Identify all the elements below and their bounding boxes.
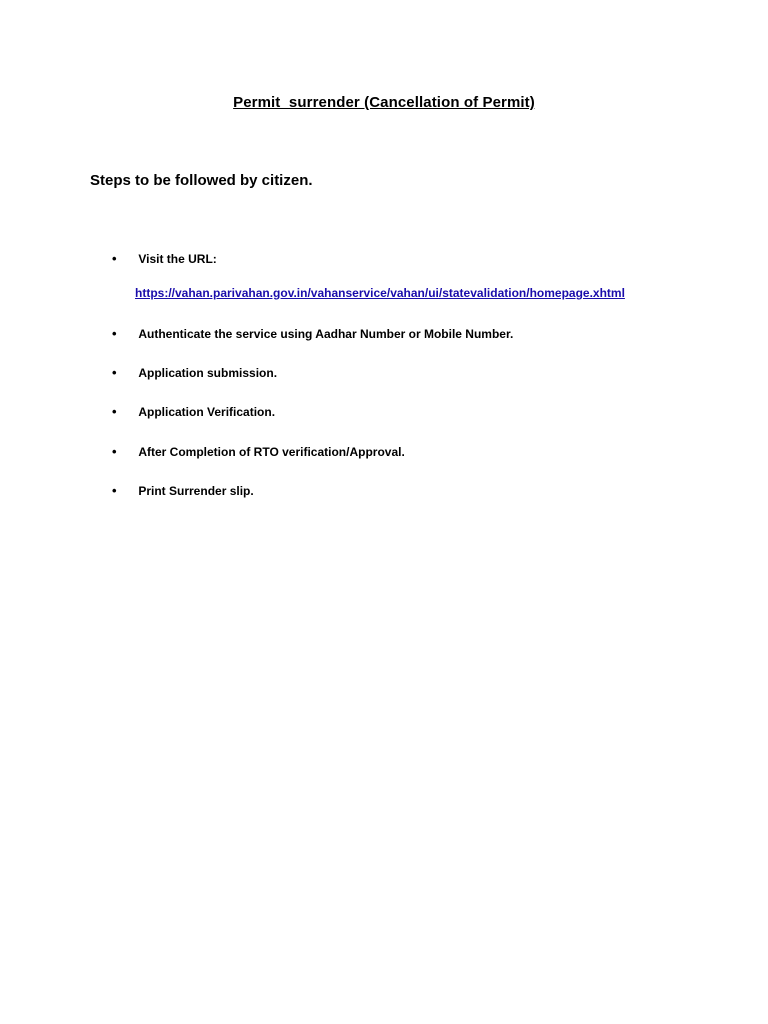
bullet-icon: • [112,251,117,266]
step-text: After Completion of RTO verification/Approval. [138,445,405,459]
step-item-application-verification [112,404,275,420]
document-title: Permit surrender (Cancellation of Permit) [233,94,535,111]
step-item-application-submission [112,365,277,381]
vahan-url-link[interactable]: https://vahan.parivahan.gov.in/vahanservice/vahan/ui/statevalidation/homepage.xhtml [135,286,625,300]
step-text: Application submission. [138,366,278,380]
step-text: Print Surrender slip. [138,484,254,498]
bullet-icon: • [112,444,117,459]
step-text: Visit the URL: [138,252,217,266]
bullet-icon: • [112,326,117,341]
step-item-rto-verification [112,444,405,460]
step-text: Application Verification. [138,405,276,419]
step-text: Authenticate the service using Aadhar Number or Mobile Number. [138,327,514,341]
section-heading: Steps to be followed by citizen. [90,172,313,189]
bullet-icon: • [112,483,117,498]
bullet-icon: • [112,365,117,380]
step-item-visit-url [112,251,217,267]
step-item-authenticate [112,326,513,342]
bullet-icon: • [112,404,117,419]
step-item-print-slip [112,483,254,499]
